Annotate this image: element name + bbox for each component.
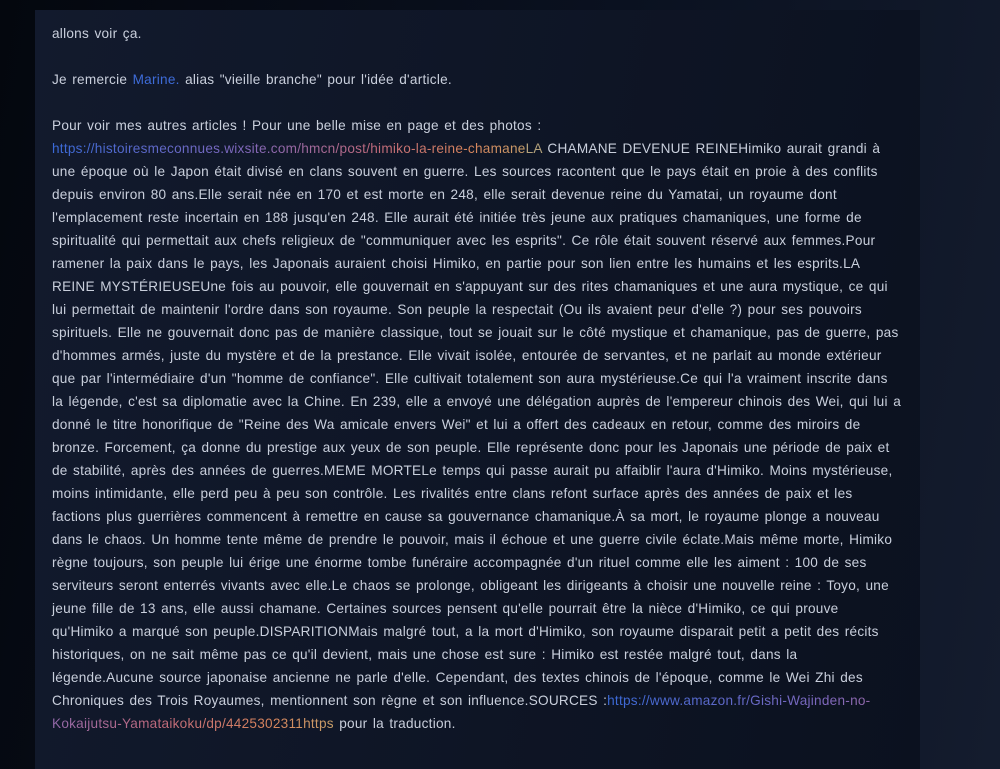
inline-link[interactable]: Marine. xyxy=(132,72,180,87)
article-panel xyxy=(35,10,920,769)
paragraph-intro-line xyxy=(52,22,904,45)
article-body xyxy=(35,10,920,735)
body-text: alias "vieille branche" pour l'idée d'article. xyxy=(179,72,452,87)
body-text: Pour voir mes autres articles ! Pour une belle mise en page et des photos : xyxy=(52,118,542,133)
body-text: Je remercie xyxy=(52,72,133,87)
inline-link[interactable]: https://www.amazon.fr/Gishi-Wajinden-no-Kokaijutsu-Yamataikoku/dp/4425302311https xyxy=(52,693,871,731)
body-text: pour la traduction. xyxy=(333,716,456,731)
paragraph-thanks-line xyxy=(52,68,904,91)
body-text: CHAMANE DEVENUE REINEHimiko aurait grandi à une époque où le Japon était divisé en clans souvent en guerre. Les sources racontent que le pays était en proie à des conflits depuis environ 80 ans.Elle serait née en 170 et est morte en 248, elle serait devenue reine du Yamatai, un royaume dont l'emplacement reste incertain en 188 jusqu'en 248. Elle aurait été initiée très jeune aux pratiques chamaniques, une forme de spiritualité qui permettait aux chefs religieux de "communiquer avec les esprits". Ce rôle était souvent réservé aux femmes.Pour ramener la paix dans le pays, les Japonais auraient choisi Himiko, en partie pour son lien entre les humains et les esprits.LA REINE MYSTÉRIEUSEUne fois au pouvoir, elle gouvernait en s'appuyant sur des rites chamaniques et une aura mystique, ce qui lui permettait de maintenir l'ordre dans son royaume. Son peuple la respectait (Ou ils avaient peur d'elle ?) pour ses pouvoirs spirituels. Elle ne gouvernait donc pas de manière classique, tout se jouait sur le côté mystique et chamanique, pas de guerre, pas d'hommes armés, juste du mystère et de la prestance. Elle vivait isolée, entourée de servantes, et ne parlait au monde extérieur que par l'intermédiaire d'un "homme de confiance". Elle cultivait totalement son aura mystérieuse.Ce qui l'a vraiment inscrite dans la légende, c'est sa diplomatie avec la Chine. En 239, elle a envoyé une délégation auprès de l'empereur chinois des Wei, qui lui a donné le titre honorifique de "Reine des Wa amicale envers Wei" et lui a offert des cadeaux en retour, comme des miroirs de bronze. Forcement, ça donne du prestige aux yeux de son peuple. Elle représente donc pour les Japonais une période de paix et de stabilité, après des années de guerres.MEME MORTELe temps qui passe aurait pu affaiblir l'aura d'Himiko. Moins mystérieuse, moins intimidante, elle perd peu à peu son contrôle. Les rivalités entre clans refont surface après des années de paix et les factions plus guerrières commencent à remettre en cause sa gouvernance chamanique.À sa mort, le royaume plonge a nouveau dans le chaos. Un homme tente même de prendre le pouvoir, mais il échoue et une guerre civile éclate.Mais même morte, Himiko règne toujours, son peuple lui érige une énorme tombe funéraire accompagnée d'un rituel comme elle les aiment : 100 de ses serviteurs seront enterrés vivants avec elle.Le chaos se prolonge, obligeant les dirigeants à choisir une nouvelle reine : Toyo, une jeune fille de 13 ans, elle aussi chamane. Certaines sources pensent qu'elle pourrait être la nièce d'Himiko, ce qui prouve qu'Himiko a marqué son peuple.DISPARITIONMais malgré tout, a la mort d'Himiko, son royaume disparait petit a petit des récits historiques, on ne sait même pas ce qu'il devient, mais une chose est sure : Himiko est restée malgré tout, dans la légende.Aucune source japonaise ancienne ne parle d'elle. Cependant, des textes chinois de l'époque, comme le Wei Zhi des Chroniques des Trois Royaumes, mentionnent son règne et son influence.SOURCES : xyxy=(52,141,901,708)
heading-fragment: LA xyxy=(525,141,542,156)
paragraph-main-body xyxy=(52,114,904,735)
body-text: allons voir ça. xyxy=(52,26,142,41)
inline-link[interactable]: https://histoiresmeconnues.wixsite.com/hmcn/post/himiko-la-reine-chamane xyxy=(52,141,526,156)
